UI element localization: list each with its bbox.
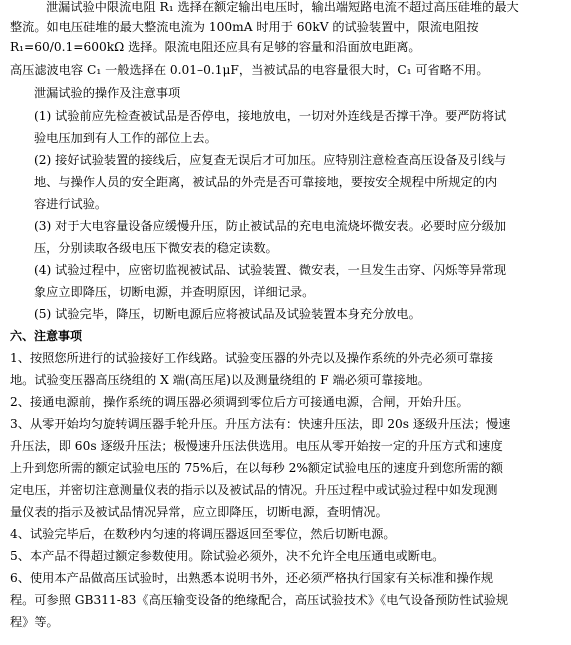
section-heading-procedure: 泄漏试验的操作及注意事项 (34, 86, 181, 100)
text-line-8: (2) 接好试验装置的接线后，应复查无误后才可加压。应特别注意检查高压设备及引线与 (34, 153, 507, 167)
text-line-17: 1、按照您所进行的试验接好工作线路。试验变压器的外壳以及操作系统的外壳必须可靠接 (10, 351, 494, 365)
text-line-2: 整流。如电压硅堆的最大整流电流为 100mA 时用于 60kV 的试验装置中，限流电阻按 (10, 20, 479, 34)
text-line-10: 容进行试验。 (34, 197, 108, 211)
text-line-19: 2、接通电源前，操作系统的调压器必须调到零位后方可接通电源，合闸，开始升压。 (10, 395, 469, 409)
text-line-11: (3) 对于大电容量设备应缓慢升压，防止被试品的充电电流烧坏微安表。必要时应分级加 (34, 219, 507, 233)
text-line-13: (4) 试验过程中，应密切监视被试品、试验装置、微安表，一旦发生击穿、闪烁等异常现 (34, 263, 507, 277)
text-line-15: (5) 试验完毕，降压，切断电源后应将被试品及试验装置本身充分放电。 (34, 307, 421, 321)
text-line-9: 地、与操作人员的安全距离，被试品的外壳是否可靠接地，要按安全规程中所规定的内 (34, 175, 498, 189)
text-line-3: R₁=60/0.1=600kΩ 选择。限流电阻还应具有足够的容量和沿面放电距离。 (10, 40, 421, 54)
text-line-28: 程。可参照 GB311-83《高压输变设备的绝缘配合，高压试验技术》《电气设备预防性试验规 (10, 593, 509, 607)
section-heading-notes: 六、注意事项 (10, 329, 83, 343)
text-line-1: 泄漏试验中限流电阻 R₁ 选择在额定输出电压时，输出端短路电流不超过高压硅堆的最大 (46, 0, 519, 14)
text-line-14: 象应立即降压，切断电源，并查明原因，详细记录。 (34, 285, 315, 299)
text-line-4: 高压滤波电容 C₁ 一般选择在 0.01–0.1μF，当被试品的电容量很大时，C₁ 可省略不用。 (10, 63, 489, 77)
text-line-24: 量仪表的指示及被试品情况异常，应立即降压，切断电源，查明情况。 (10, 505, 388, 519)
text-line-7: 验电压加到有人工作的部位上去。 (34, 131, 217, 145)
text-line-23: 定电压，并密切注意测量仪表的指示以及被试品的情况。升压过程中或试验过程中如发现测 (10, 483, 498, 497)
text-line-26: 5、本产品不得超过额定参数使用。除试验必须外，决不允许全电压通电或断电。 (10, 549, 445, 563)
text-line-6: (1) 试验前应先检查被试品是否停电，接地放电，一切对外连线是否撑干净。要严防将试 (34, 109, 507, 123)
text-line-18: 地。试验变压器高压绕组的 X 端(高压尾)以及测量绕组的 F 端必须可靠接地。 (10, 373, 430, 387)
text-line-20: 3、从零开始均匀旋转调压器手轮升压。升压方法有：快速升压法，即 20s 逐级升压法；慢速 (10, 417, 511, 431)
text-line-29: 程》等。 (10, 615, 59, 629)
text-line-22: 上升到您所需的额定试验电压的 75%后，在以每秒 2%额定试验电压的速度升到您所需的额 (10, 461, 503, 475)
text-line-27: 6、使用本产品做高压试验时，出熟悉本说明书外，还必须严格执行国家有关标准和操作规 (10, 571, 494, 585)
text-line-12: 压，分别读取各级电压下微安表的稳定读数。 (34, 241, 278, 255)
text-line-21: 升压法，即 60s 逐级升压法；极慢速升压法供选用。电压从零开始按一定的升压方式和速度 (10, 439, 503, 453)
text-line-25: 4、试验完毕后，在数秒内匀速的将调压器返回至零位，然后切断电源。 (10, 527, 396, 541)
